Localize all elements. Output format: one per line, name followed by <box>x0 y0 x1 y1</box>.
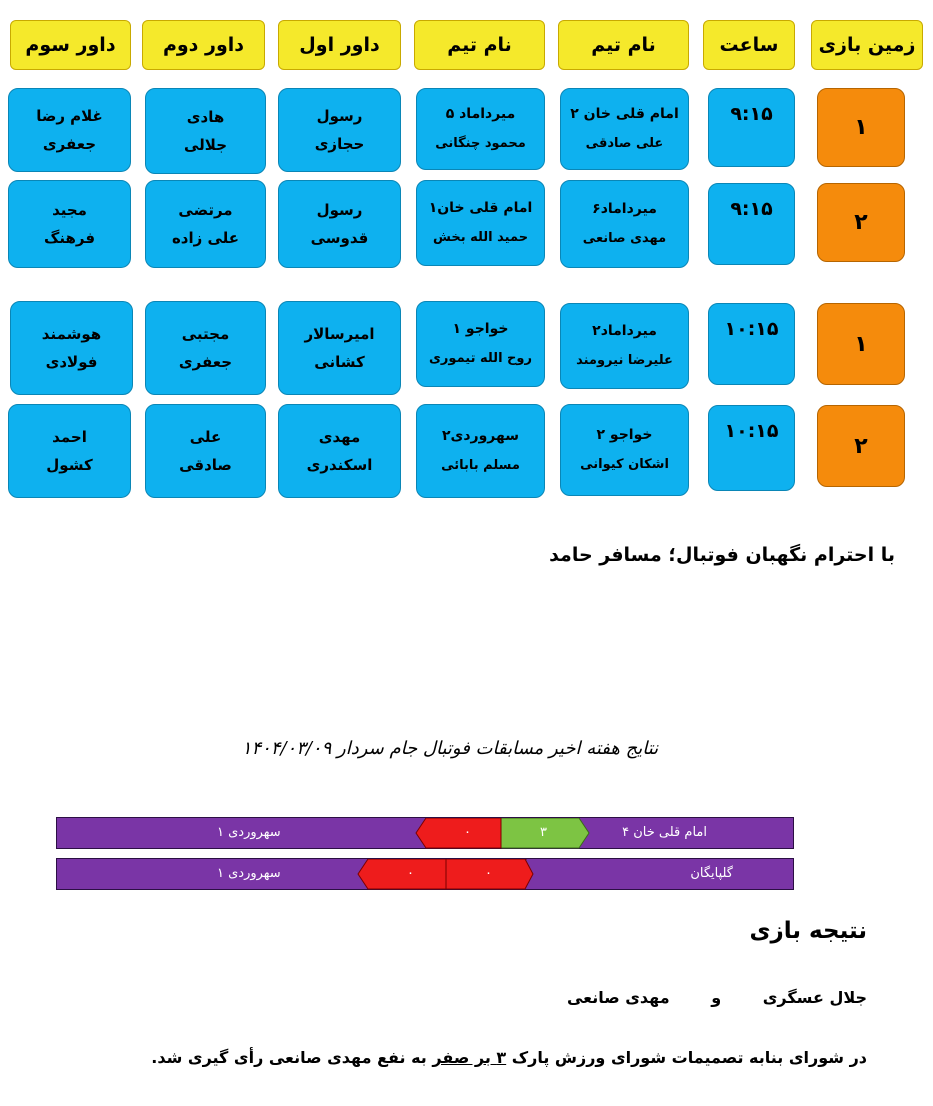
match-field: ۱ <box>817 303 905 385</box>
ref-last: فرهنگ <box>43 229 96 247</box>
team-name: خواجو ۲ <box>596 427 653 443</box>
match-team2 <box>416 180 545 266</box>
match-time: ۱۰:۱۵ <box>708 303 795 385</box>
ref-last: جلالی <box>184 136 228 154</box>
team-coach: مسلم بابائی <box>441 458 520 473</box>
match-ref1 <box>278 180 401 268</box>
match-field: ۲ <box>817 183 905 262</box>
ref-last: جعفری <box>42 135 97 153</box>
match-team1 <box>560 88 689 170</box>
team-coach: علیرضا نیرومند <box>576 353 673 368</box>
player2: مهدی صانعی <box>566 988 670 1007</box>
verdict-before: در شورای بنابه تصمیمات شورای ورزش پارک <box>506 1048 867 1067</box>
home-score: ۳ <box>540 825 547 840</box>
conjunction: و <box>711 988 722 1007</box>
team-coach: مهدی صانعی <box>582 231 667 246</box>
match-team2 <box>416 301 545 387</box>
team-name: خواجو ۱ <box>452 321 509 337</box>
home-score: ۰ <box>485 866 492 881</box>
team-coach: علی صادقی <box>585 136 664 151</box>
match-ref2 <box>145 301 266 395</box>
ref-first: غلام رضا <box>36 107 103 125</box>
away-score-arrow <box>416 818 501 848</box>
away-team: سهروردی ۱ <box>217 825 281 840</box>
match-field: ۲ <box>817 405 905 487</box>
ref-first: مهدی <box>318 428 361 446</box>
match-ref3 <box>8 88 131 172</box>
team-name: امام قلی خان ۲ <box>570 106 679 122</box>
ref-last: قدوسی <box>310 229 369 247</box>
away-team: سهروردی ۱ <box>217 866 281 881</box>
result-arrows <box>57 859 795 891</box>
results-title: نتایج هفته اخیر مسابقات فوتبال جام سردار ۱۴۰۴/۰۳/۰۹ <box>241 738 659 759</box>
team-name: میرداماد ۵ <box>445 106 516 122</box>
team-name: امام قلی خان۱ <box>428 200 533 216</box>
match-time: ۹:۱۵ <box>708 183 795 265</box>
match-ref3 <box>10 301 133 395</box>
verdict-text <box>107 1048 867 1067</box>
result-row <box>56 858 794 890</box>
match-field: ۱ <box>817 88 905 167</box>
ref-last: صادقی <box>179 456 232 474</box>
team-name: سهروردی۲ <box>441 428 520 444</box>
verdict-after: به نفع مهدی صانعی رأی گیری شد. <box>151 1048 433 1067</box>
match-ref1 <box>278 88 401 172</box>
match-ref2 <box>145 180 266 268</box>
match-ref1 <box>278 301 401 395</box>
home-team: گلپایگان <box>690 866 733 881</box>
team-coach: اشکان کیوانی <box>580 457 669 472</box>
ref-first: مجتبی <box>181 325 230 343</box>
header-ref3: داور سوم <box>10 20 131 70</box>
match-ref3 <box>8 180 131 268</box>
ref-first: هوشمند <box>41 325 102 343</box>
ref-last: جعفری <box>178 353 233 371</box>
match-ref3 <box>8 404 131 498</box>
match-ref2 <box>145 404 266 498</box>
ref-first: مرتضی <box>178 201 233 219</box>
match-team1 <box>560 303 689 389</box>
header-field: زمین بازی <box>811 20 923 70</box>
away-score: ۰ <box>464 825 471 840</box>
away-score-arrow <box>358 859 446 889</box>
match-team2 <box>416 404 545 498</box>
header-ref1: داور اول <box>278 20 401 70</box>
ref-first: هادی <box>186 108 225 126</box>
ref-first: رسول <box>316 201 363 219</box>
match-time: ۹:۱۵ <box>708 88 795 167</box>
ref-last: حجازی <box>314 135 365 153</box>
ref-last: کشول <box>46 456 93 474</box>
team-name: میرداماد۲ <box>592 323 657 339</box>
match-team1 <box>560 180 689 268</box>
header-ref2: داور دوم <box>142 20 265 70</box>
ref-last: علی زاده <box>171 229 240 247</box>
ref-first: مجید <box>52 201 87 219</box>
match-team2 <box>416 88 545 170</box>
match-ref1 <box>278 404 401 498</box>
ref-last: فولادی <box>45 353 98 371</box>
match-team1 <box>560 404 689 496</box>
ref-last: اسکندری <box>306 456 373 474</box>
team-coach: حمید الله بخش <box>432 230 529 245</box>
match-time: ۱۰:۱۵ <box>708 405 795 491</box>
team-name: میرداماد۶ <box>592 201 657 217</box>
game-result-heading: نتیجه بازی <box>749 918 867 944</box>
header-team1: نام تیم <box>558 20 689 70</box>
result-row <box>56 817 794 849</box>
player1: جلال عسگری <box>762 988 867 1007</box>
header-time: ساعت <box>703 20 795 70</box>
ref-first: احمد <box>52 428 87 446</box>
header-team2: نام تیم <box>414 20 545 70</box>
dispute-players <box>467 988 867 1007</box>
team-coach: روح الله تیموری <box>429 351 532 366</box>
ref-first: امیرسالار <box>304 325 375 343</box>
verdict-score: ۳ بر صفر <box>432 1048 507 1067</box>
ref-last: کشانی <box>314 353 365 371</box>
tribute-text: با احترام نگهبان فوتبال؛ مسافر حامد <box>549 544 895 566</box>
ref-first: رسول <box>316 107 363 125</box>
match-ref2 <box>145 88 266 174</box>
ref-first: علی <box>189 428 222 446</box>
team-coach: محمود چنگانی <box>435 136 526 151</box>
away-score: ۰ <box>407 866 414 881</box>
home-team: امام قلی خان ۴ <box>622 825 707 840</box>
